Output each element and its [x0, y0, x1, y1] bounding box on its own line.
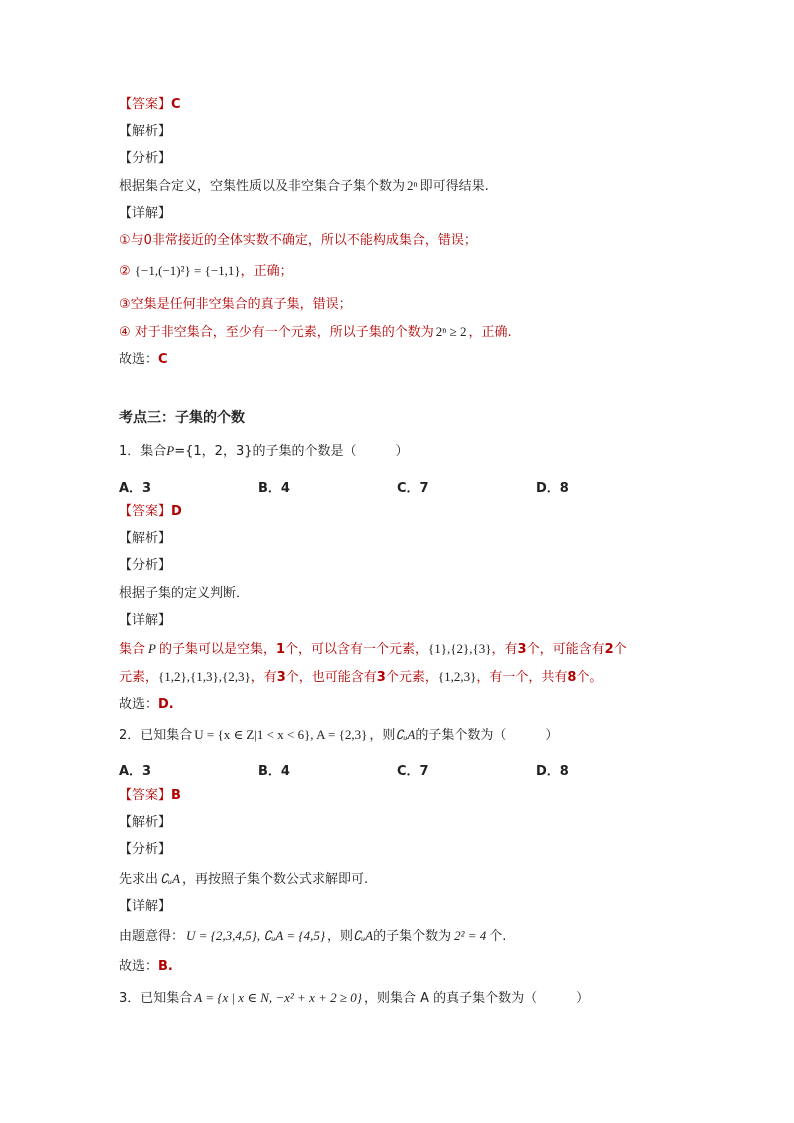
q1-option-c: C．7 — [397, 481, 429, 496]
q2-option-d: D．8 — [536, 764, 569, 779]
q2-answer: 【答案】B — [119, 788, 181, 803]
detail-item-3: ③空集是任何非空集合的真子集，错误； — [119, 297, 352, 312]
detail-item-1: ①与0非常接近的全体实数不确定，所以不能构成集合，错误； — [119, 233, 477, 248]
q2-analysis-label: 【解析】 — [119, 815, 172, 830]
section-title: 考点三：子集的个数 — [119, 410, 245, 426]
q2-fenxi-label: 【分析】 — [119, 842, 172, 857]
q1-option-b: B．4 — [258, 481, 290, 496]
detail-label-1: 【详解】 — [119, 206, 172, 221]
q2-option-b: B．4 — [258, 764, 290, 779]
q1-option-a: A．3 — [119, 481, 152, 496]
q2-option-c: C．7 — [397, 764, 429, 779]
q2-fenxi-text: 先求出 ∁ᵤA ，再按照子集个数公式求解即可. — [119, 871, 369, 887]
analysis-label-1: 【解析】 — [119, 124, 172, 139]
q1-fenxi-text: 根据子集的定义判断． — [119, 586, 250, 601]
q1-stem: 1．集合P={1，2，3}的子集的个数是（ ） — [119, 443, 409, 459]
q1-option-d: D．8 — [536, 481, 569, 496]
choice-line-1: 故选：C — [119, 352, 168, 367]
q1-detail-line-2: 元素，{1,2},{1,3},{2,3}，有3个，也可能含有3个元素，{1,2,3}，有一个，共有8个。 — [119, 669, 603, 685]
q2-choice: 故选：B. — [119, 959, 173, 974]
detail-item-4: ④ 对于非空集合，至少有一个元素，所以子集的个数为 2ⁿ ≥ 2 ，正确. — [119, 324, 512, 340]
q2-stem: 2．已知集合 U = {x ∈ Z|1 < x < 6}, A = {2,3} ，则∁ᵤA的子集个数为（ ） — [119, 727, 559, 743]
fenxi-label-1: 【分析】 — [119, 151, 172, 166]
q2-option-a: A．3 — [119, 764, 152, 779]
q1-fenxi-label: 【分析】 — [119, 558, 172, 573]
q1-choice: 故选：D. — [119, 697, 174, 712]
q1-detail-label: 【详解】 — [119, 613, 172, 628]
fenxi-text-1: 根据集合定义，空集性质以及非空集合子集个数为 2ⁿ 即可得结果. — [119, 178, 489, 194]
answer-value: C — [171, 97, 181, 112]
q2-detail-label: 【详解】 — [119, 899, 172, 914]
answer-label: 【答案】 — [119, 97, 172, 112]
q1-analysis-label: 【解析】 — [119, 531, 172, 546]
q1-answer: 【答案】D — [119, 504, 182, 519]
detail-item-2: ② {−1,(−1)²} = {−1,1}，正确； — [119, 263, 293, 279]
q1-detail-line-1: 集合 P 的子集可以是空集，1个，可以含有一个元素，{1},{2},{3}，有3个，可能含有2个 — [119, 641, 627, 657]
q3-stem: 3．已知集合 A = {x | x ∈ N, −x² + x + 2 ≥ 0} ，则集合 A 的真子集个数为（ ） — [119, 990, 590, 1006]
answer-line-1 — [119, 96, 181, 114]
q2-detail-line: 由题意得： U = {2,3,4,5}, ∁ᵤA = {4,5} ，则∁ᵤA的子集个数为 2² = 4 个. — [119, 928, 507, 944]
